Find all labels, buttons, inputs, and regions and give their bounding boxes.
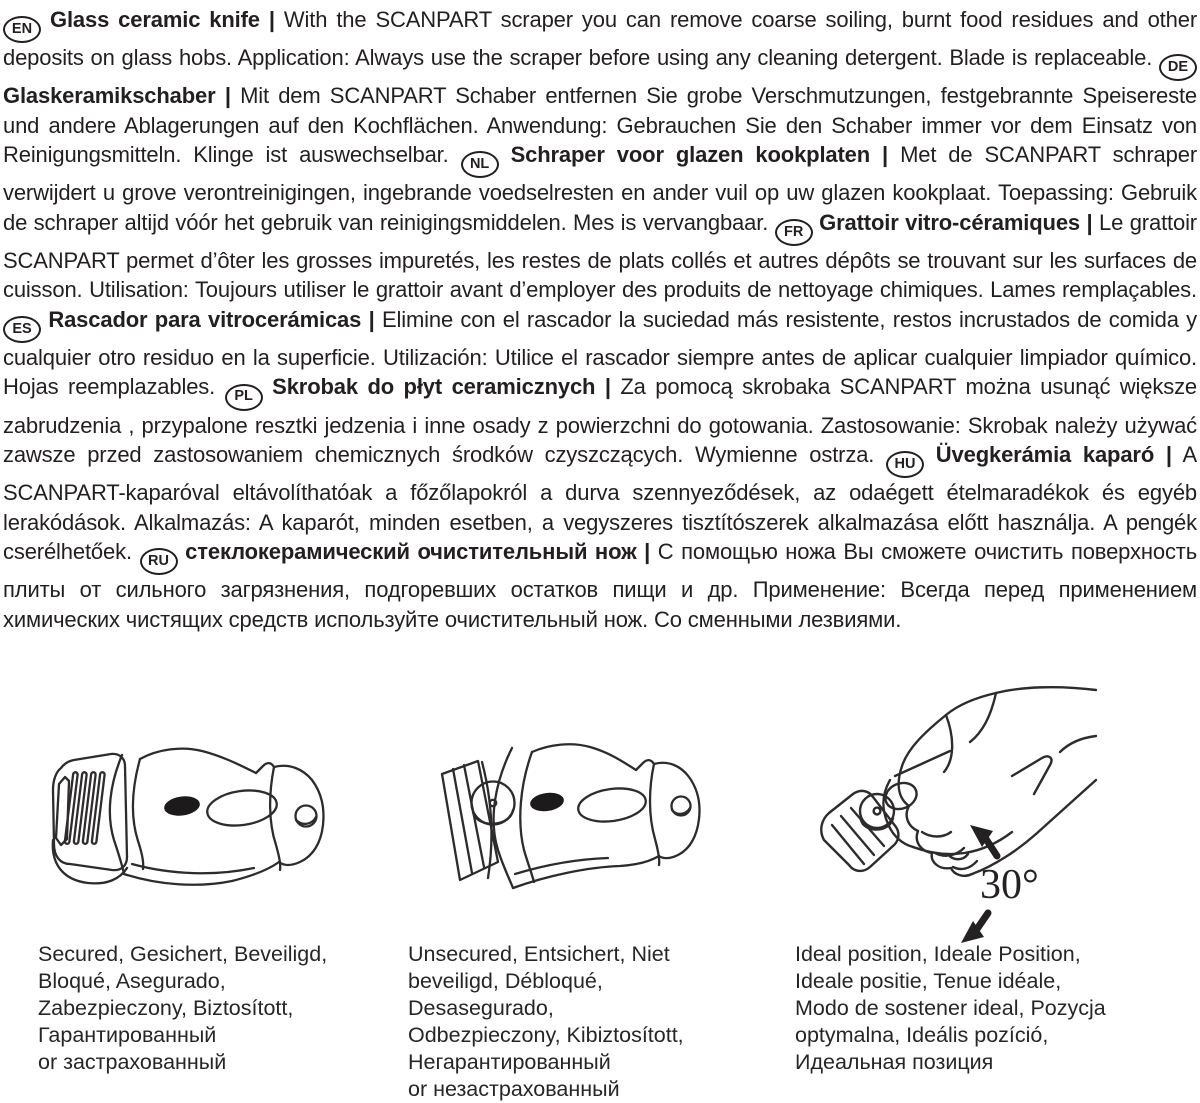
lang-badge-pl: PL — [225, 384, 263, 411]
section-separator: | — [1086, 209, 1093, 235]
wrist-crease-line — [1060, 736, 1096, 752]
tool-butt-end — [1012, 756, 1051, 794]
caption-line: Desasegurado, — [408, 996, 554, 1020]
lang-badge-en: EN — [3, 16, 41, 43]
caption-line: Odbezpieczony, Kibiztosított, — [408, 1023, 684, 1047]
section-separator: | — [224, 83, 231, 109]
section-separator: | — [604, 374, 611, 400]
cap-rib-line — [832, 825, 864, 864]
section-title-en: Glass ceramic knife — [50, 7, 260, 32]
caption-secured — [38, 941, 378, 1076]
cap-lens-cutout — [56, 777, 69, 845]
section-text-en: With the SCANPART scraper you can remove coarse soiling, burnt food residues and other deposits on glass hobs. Application: Always use the scraper before using any cleaning detergent. Blade is replaceable. — [3, 7, 1197, 71]
section-separator: | — [1165, 442, 1172, 468]
section-text-pl: Za pomocą skrobaka SCANPART można usunąć większe zabrudzenia , przypalone resztki jedzenia i inne osady z powierzchni do gotowania. Zastosowanie: Skrobak należy używać zawsze przed zastosowaniem chemicznych środków czyszczących. Wymienne ostrza. — [3, 374, 1198, 468]
finger-line — [953, 861, 977, 869]
caption-line: Secured, Gesichert, Beveiligd, — [38, 942, 328, 966]
caption-line: Ideale positie, Tenue idéale, — [795, 969, 1062, 993]
angle-label: 30° — [980, 862, 1039, 908]
lang-badge-hu: HU — [886, 451, 924, 478]
lang-badge-fr: FR — [775, 219, 813, 246]
section-title-nl: Schraper voor glazen kookplaten — [510, 142, 871, 168]
lang-section-ru — [3, 539, 1197, 632]
section-text-ru: С помощью ножа Вы сможете очистить поверхность плиты от сильного загрязнения, подгоревших остатков пищи и др. Применение: Всегда перед применением химических чистящих средств используйте очистительный нож. Со сменными лезвиями. — [3, 539, 1198, 632]
lock-knob — [860, 794, 894, 828]
section-title-pl: Skrobak do płyt ceramicznych — [272, 374, 596, 400]
lang-badge-ru: RU — [140, 548, 178, 575]
section-title-es: Rascador para vitrocerámicas — [48, 306, 362, 332]
thumb-pad-dot — [163, 794, 201, 818]
section-separator: | — [368, 306, 375, 332]
lang-badge-nl: NL — [461, 151, 499, 178]
section-text-fr: Le grattoir SCANPART permet d’ôter les grosses impuretés, les restes de plats collés et autres dépôts se trouvant sur les surfaces de cuisson. Utilisation: Toujours utiliser le grattoir avant d’employer des produits de nettoyage chimiques. Lames remplaçables. — [3, 209, 1197, 303]
section-text-hu: A SCANPART-kaparóval eltávolíthatóak a főzőlapokról a durva szennyeződések, az odaégett ételmaradékok és egyéb lerakódások. Alkalmazás: A kaparót, minden esetben, a vegyszeres tisztítószerek alkalmazása előtt használja. A pengék cserélhetőek. — [3, 442, 1198, 565]
index-finger-line — [944, 715, 952, 772]
caption-line: Bloqué, Asegurado, — [38, 969, 226, 993]
grip-oval-outline — [205, 786, 279, 829]
caption-line: or незастрахованный — [408, 1077, 620, 1101]
clamp-band-right — [133, 759, 143, 869]
caption-unsecured — [408, 941, 758, 1103]
section-title-fr: Grattoir vitro-céramiques — [819, 209, 1081, 235]
caption-line: Негарантированный — [408, 1050, 611, 1074]
caption-line: Unsecured, Entsichert, Niet — [408, 942, 670, 966]
clamp-band-left — [110, 755, 124, 874]
caption-line: Ideal position, Ideale Position, — [795, 942, 1081, 966]
section-title-hu: Üvegkerámia kaparó — [935, 442, 1155, 468]
body-top-edge — [140, 749, 256, 773]
section-separator: | — [644, 539, 651, 565]
section-text-de: Mit dem SCANPART Schaber entfernen Sie grobe Verschmutzungen, festgebrannte Speisereste und andere Ablagerungen auf den Kochflächen. Anwendung: Gebrauchen Sie den Schaber immer vor dem Einsatz von Reinigungsmitteln. Klinge ist auswechselbar. — [3, 83, 1197, 168]
hand-outline — [899, 687, 1096, 876]
body-bottom-edge — [513, 856, 659, 888]
clamp-band-right — [520, 752, 534, 882]
lang-badge-de: DE — [1159, 54, 1197, 81]
section-title-de: Glaskeramikschaber — [3, 83, 216, 109]
section-title-ru: стеклокерамический очистительный нож — [185, 539, 637, 565]
grip-oval-outline — [576, 784, 648, 825]
scraper-unsecured-illustration — [420, 740, 720, 895]
lock-knob-center — [490, 800, 496, 806]
cap-rib-line — [841, 816, 874, 855]
finger-line — [922, 832, 951, 837]
caption-line: beveiligd, Débloqué, — [408, 969, 603, 993]
section-text-es: Elimine con el rascador la suciedad más resistente, restos incrustados de comida y cualquier otro residuo en la superficie. Utilización: Utilice el rascador siempre antes de aplicar cualquier limpiador químico. Hojas reemplazables. — [3, 306, 1197, 400]
body-bottom-inner — [132, 864, 254, 873]
lock-knob-center — [874, 808, 881, 815]
section-text-nl: Met de SCANPART schraper verwijdert u grove verontreinigingen, ingebrande voedselresten en ander vuil op uw glazen kookplaat. Toepassing: Gebruik de schraper altijd vóór het gebruik van reinigingsmiddelen. Mes is vervangbaar. — [3, 142, 1197, 235]
caption-line: Modo de sostener ideal, Pozycja — [795, 996, 1106, 1020]
body-top-edge — [532, 744, 636, 770]
caption-line: or застрахованный — [38, 1050, 227, 1074]
lang-section-en — [3, 7, 1197, 70]
lang-badge-es: ES — [3, 316, 41, 343]
scraper-secured-illustration — [36, 742, 341, 894]
thumb-pad-dot — [529, 791, 565, 814]
arrow-down-left-tail — [977, 913, 988, 929]
section-separator: | — [268, 7, 275, 32]
caption-line: Идеальная позиция — [795, 1050, 994, 1074]
caption-line: Гарантированный — [38, 1023, 217, 1047]
section-separator: | — [882, 142, 889, 168]
hand-holding-scraper-illustration — [798, 648, 1098, 946]
end-cap-outline — [654, 763, 700, 858]
caption-ideal-position — [795, 941, 1175, 1076]
caption-line: Zabezpieczony, Biztosított, — [38, 996, 294, 1020]
caption-line: optymalna, Ideális pozíció, — [795, 1023, 1049, 1047]
